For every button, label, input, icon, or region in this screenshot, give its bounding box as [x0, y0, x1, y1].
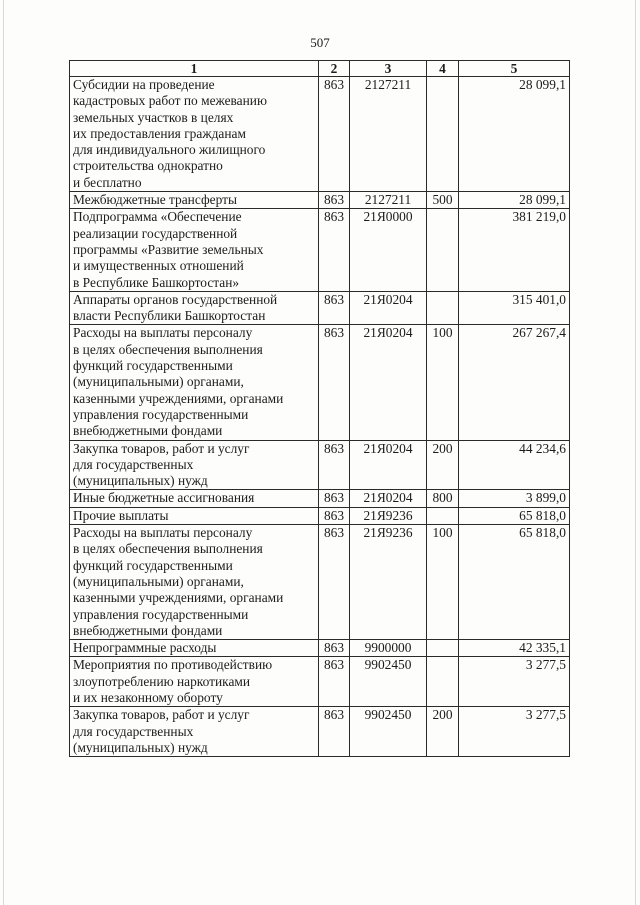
header-row — [70, 61, 570, 77]
row-csr: 9900000 — [350, 640, 427, 657]
header-col-5: 5 — [459, 61, 570, 77]
row-name: Мероприятия по противодействию злоупотреблению наркотиками и их незаконному обороту — [70, 657, 319, 707]
row-name: Иные бюджетные ассигнования — [70, 490, 319, 507]
row-ved: 863 — [319, 707, 350, 757]
row-sum: 267 267,4 — [459, 325, 570, 440]
row-name: Аппараты органов государственной власти Республики Башкортостан — [70, 291, 319, 325]
row-name: Подпрограмма «Обеспечение реализации государственной программы «Развитие земельных и имущественных отношений в Республике Башкортостан» — [70, 209, 319, 291]
row-csr: 21Я9236 — [350, 525, 427, 640]
row-ved: 863 — [319, 291, 350, 325]
row-name: Непрограммные расходы — [70, 640, 319, 657]
row-name: Прочие выплаты — [70, 507, 319, 524]
row-sum: 65 818,0 — [459, 507, 570, 524]
row-ved: 863 — [319, 77, 350, 192]
row-vr: 100 — [427, 525, 459, 640]
table-row — [70, 291, 570, 325]
row-vr — [427, 291, 459, 325]
row-sum: 28 099,1 — [459, 192, 570, 209]
row-vr — [427, 657, 459, 707]
header-col-4: 4 — [427, 61, 459, 77]
row-sum: 381 219,0 — [459, 209, 570, 291]
scan-edge-left — [3, 0, 4, 905]
table-row — [70, 525, 570, 640]
row-vr — [427, 507, 459, 524]
table-row — [70, 507, 570, 524]
row-ved: 863 — [319, 640, 350, 657]
row-vr: 200 — [427, 440, 459, 490]
row-csr: 9902450 — [350, 707, 427, 757]
row-name: Закупка товаров, работ и услуг для государственных (муниципальных) нужд — [70, 440, 319, 490]
row-vr — [427, 77, 459, 192]
row-csr: 21Я0204 — [350, 490, 427, 507]
row-vr: 800 — [427, 490, 459, 507]
row-csr: 21Я0204 — [350, 325, 427, 440]
table-row — [70, 209, 570, 291]
header-col-3: 3 — [350, 61, 427, 77]
table-row — [70, 657, 570, 707]
row-vr — [427, 640, 459, 657]
row-name: Субсидии на проведение кадастровых работ по межеванию земельных участков в целях их предоставления гражданам для индивидуального жилищного строительства однократно и бесплатно — [70, 77, 319, 192]
row-ved: 863 — [319, 507, 350, 524]
row-csr: 21Я0204 — [350, 291, 427, 325]
table-row — [70, 440, 570, 490]
row-sum: 28 099,1 — [459, 77, 570, 192]
row-vr: 200 — [427, 707, 459, 757]
row-ved: 863 — [319, 209, 350, 291]
row-sum: 65 818,0 — [459, 525, 570, 640]
row-sum: 3 899,0 — [459, 490, 570, 507]
table-row — [70, 707, 570, 757]
row-sum: 3 277,5 — [459, 657, 570, 707]
row-ved: 863 — [319, 490, 350, 507]
header-col-1: 1 — [70, 61, 319, 77]
table-row — [70, 325, 570, 440]
row-csr: 2127211 — [350, 192, 427, 209]
row-sum: 44 234,6 — [459, 440, 570, 490]
page-number: 507 — [310, 35, 330, 50]
row-sum: 315 401,0 — [459, 291, 570, 325]
row-vr — [427, 209, 459, 291]
row-csr: 9902450 — [350, 657, 427, 707]
scan-edge-right — [635, 0, 636, 905]
row-name: Расходы на выплаты персоналу в целях обеспечения выполнения функций государственными (муниципальными) органами, казенными учреждениями, органами управления государственными внебюджетными фондами — [70, 325, 319, 440]
row-name: Закупка товаров, работ и услуг для государственных (муниципальных) нужд — [70, 707, 319, 757]
row-csr: 21Я9236 — [350, 507, 427, 524]
header-col-2: 2 — [319, 61, 350, 77]
row-ved: 863 — [319, 440, 350, 490]
row-ved: 863 — [319, 325, 350, 440]
row-csr: 21Я0204 — [350, 440, 427, 490]
row-csr: 2127211 — [350, 77, 427, 192]
table-row — [70, 77, 570, 192]
table-row — [70, 640, 570, 657]
row-name: Расходы на выплаты персоналу в целях обеспечения выполнения функций государственными (муниципальными) органами, казенными учреждениями, органами управления государственными внебюджетными фондами — [70, 525, 319, 640]
row-vr: 500 — [427, 192, 459, 209]
row-ved: 863 — [319, 525, 350, 640]
table-row — [70, 490, 570, 507]
row-ved: 863 — [319, 657, 350, 707]
row-csr: 21Я0000 — [350, 209, 427, 291]
row-vr: 100 — [427, 325, 459, 440]
row-name: Межбюджетные трансферты — [70, 192, 319, 209]
row-sum: 3 277,5 — [459, 707, 570, 757]
row-sum: 42 335,1 — [459, 640, 570, 657]
budget-table — [69, 60, 570, 757]
row-ved: 863 — [319, 192, 350, 209]
table-row — [70, 192, 570, 209]
